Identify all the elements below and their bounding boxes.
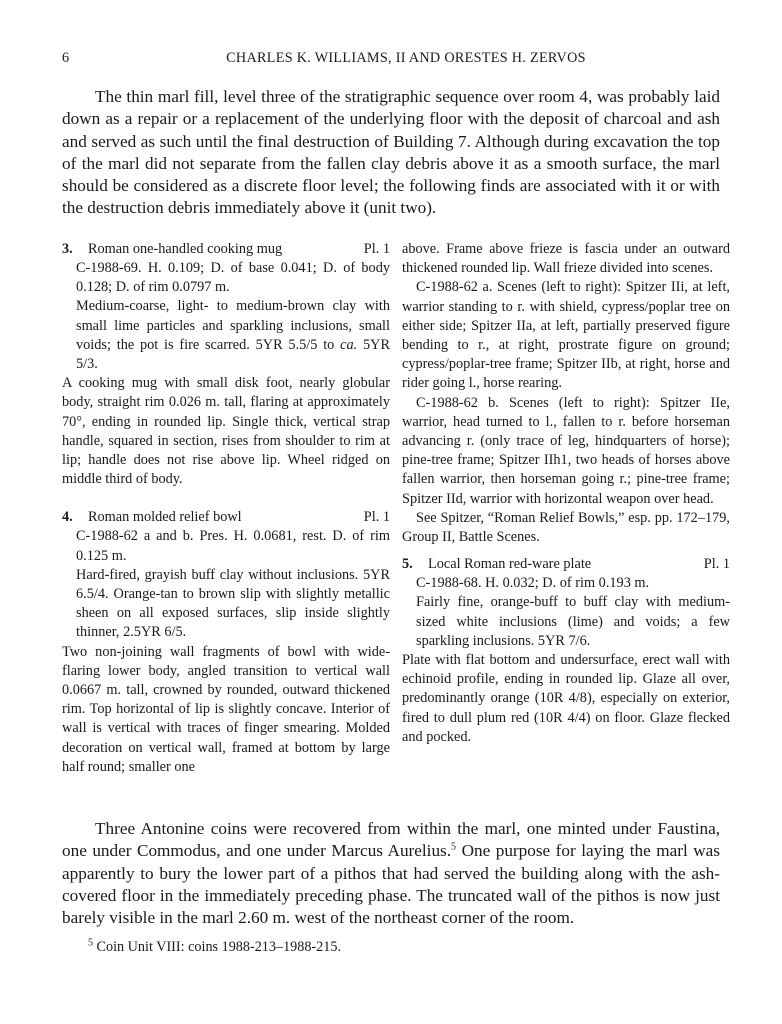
plate-reference: Pl. 1 (363, 509, 390, 526)
running-title: CHARLES K. WILLIAMS, II AND ORESTES H. ZERVOS (226, 50, 586, 66)
left-column (62, 240, 390, 777)
footnote-marker: 5 (88, 937, 93, 949)
entry-4-dimensions: C-1988-62 a and b. Pres. H. 0.0681, rest. D. of rim 0.125 m. (76, 528, 390, 564)
entry-4-description-continued: above. Frame above frieze is fascia under an outward thickened rounded lip. Wall frieze divided into scenes. (402, 241, 730, 277)
entry-5-description: Plate with flat bottom and undersurface, erect wall with echinoid profile, ending in rounded lip. Glaze all over, predominantly orange (10R 4/8), especially on exterior, fired to dull plum red (10R 4/4) on floor. Glaze flecked and pocked. (402, 652, 730, 745)
entry-3-fabric: Medium-coarse, light- to medium-brown clay with small lime particles and sparkling inclusions, small voids; the pot is fire scarred. 5YR 5.5/5 to ca. 5YR 5/3. (76, 298, 390, 373)
entry-number: 4. (62, 509, 73, 526)
entry-4-reference: See Spitzer, “Roman Relief Bowls,” esp. pp. 172–179, Group II, Battle Scenes. (402, 509, 730, 546)
plate-reference: Pl. 1 (703, 556, 730, 573)
entry-4-scenes-a: C-1988-62 a. Scenes (left to right): Spitzer IIi, at left, warrior standing to r. with shield, cypress/poplar tree on either side; Spitzer IIa, at left, partially preserved figure bending to r., at right, prostrate figure on ground; cypress/poplar-tree frame; Spitzer IIb, at right, horse and rider going l., horse rearing. (402, 279, 730, 392)
entry-5-fabric: Fairly fine, orange-buff to buff clay with medium-sized white inclusions (lime) and voids; a few sparkling inclusions. 5YR 7/6. (416, 594, 730, 649)
catalog-entry-3-heading (62, 240, 390, 259)
entry-3-dimensions: C-1988-69. H. 0.109; D. of base 0.041; D. of body 0.128; D. of rim 0.0797 m. (76, 260, 390, 296)
intro-paragraph: The thin marl fill, level three of the stratigraphic sequence over room 4, was probably laid down as a repair or a replacement of the underlying floor with the deposit of charcoal and ash and served as such until the final destruction of Building 7. Although during excavation the top of the marl did not separate from the fallen clay debris above it as a smooth surface, the marl should be considered as a discrete floor level; the following finds are associated with it or with the destruction debris immediately above it (unit two). (62, 87, 720, 218)
footnote: $^5$ Coin Unit VIII: coins 1988-213–1988-215. (88, 937, 342, 955)
entry-4-description: Two non-joining wall fragments of bowl with wide-flaring lower body, angled transition to vertical wall 0.0667 m. tall, crowned by rounded, outward thickened rim. Top horizontal of lip is slightly concave. Interior of wall is vertical with traces of finger smearing. Molded decoration on vertical wall, framed at bottom by large half round; smaller one (62, 643, 390, 775)
running-header (62, 50, 720, 70)
closing-paragraph: Three Antonine coins were recovered from within the marl, one minted under Faustina, one under Commodus, and one under Marcus Aurelius.$^5$ One purpose for laying the marl was apparently to bury the lower part of a pithos that had served the building along with the ash-covered floor in the immediately preceding phase. The truncated wall of the pithos is now just barely visible in the marl 2.60 m. west of the northeast corner of the room. (62, 819, 720, 928)
entry-title: Roman molded relief bowl (88, 509, 242, 526)
entry-number: 3. (62, 241, 73, 257)
right-column (402, 240, 730, 747)
entry-4-scenes-b: C-1988-62 b. Scenes (left to right): Spitzer IIe, warrior, head turned to l., fallen to r. before horseman advancing r. (only trace of leg, hindquarters of horse); pine-tree frame; Spitzer IIh1, two heads of horses above fallen warrior, then horseman going r.; pine-tree frame; Spitzer IId, warrior with horizontal weapon over head. (402, 394, 730, 507)
entry-3-description: A cooking mug with small disk foot, nearly globular body, straight rim 0.026 m. tall, flaring at approximately 70°, ending in rounded lip. Single thick, vertical strap handle, squared in section, rises from shoulder to rim at lip; handle does not rise above lip. Wheel ridged on middle third of body. (62, 375, 390, 488)
footnote-reference[interactable]: 5 (451, 841, 457, 853)
entry-5-dimensions: C-1988-68. H. 0.032; D. of rim 0.193 m. (416, 575, 650, 592)
plate-reference: Pl. 1 (363, 241, 390, 257)
catalog-entry-5-heading (402, 555, 730, 574)
entry-title: Roman one-handled cooking mug (88, 241, 283, 257)
entry-4-fabric: Hard-fired, grayish buff clay without inclusions. 5YR 6.5/4. Orange-tan to brown slip with slightly metallic sheen on all exposed surfaces, slip inside slightly thinner, 2.5YR 6/5. (76, 566, 390, 641)
page-number: 6 (62, 50, 70, 66)
entry-number: 5. (402, 556, 413, 573)
entry-title: Local Roman red-ware plate (428, 556, 592, 573)
catalog-entry-4-heading (62, 508, 390, 527)
